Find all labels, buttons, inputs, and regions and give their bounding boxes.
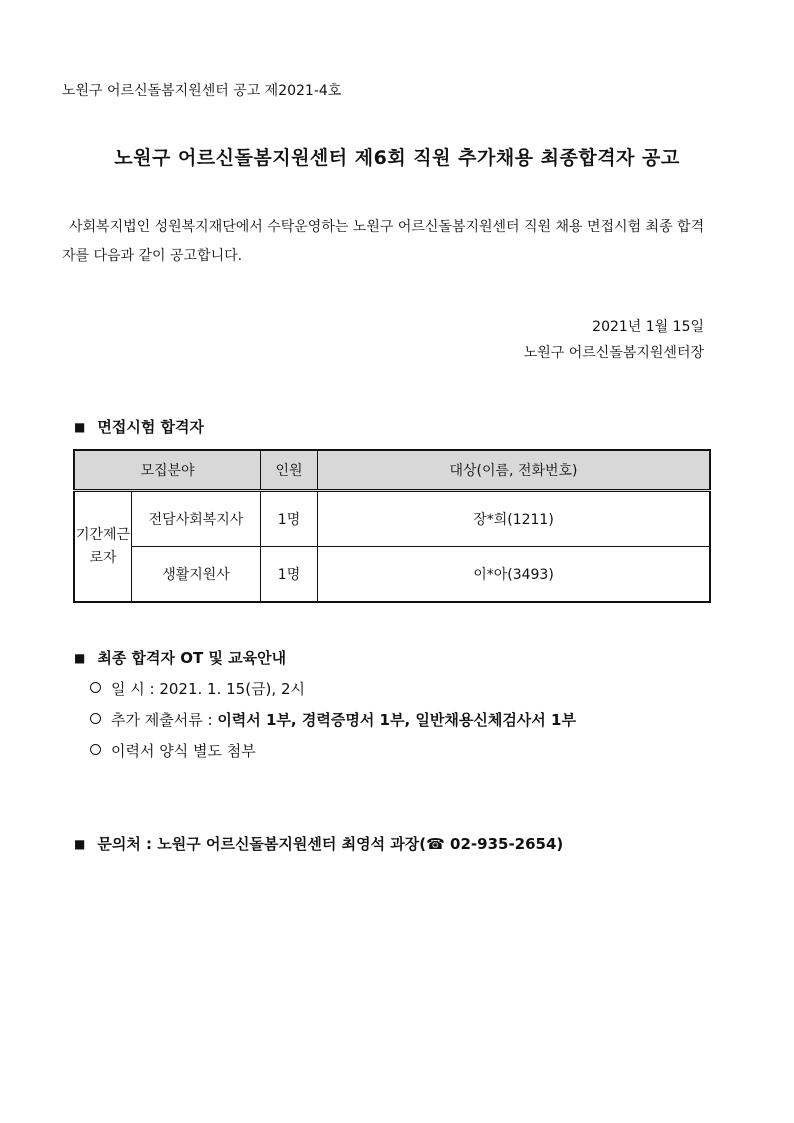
info-value: 2021. 1. 15(금), 2시 (159, 680, 305, 698)
section-heading-label: 최종 합격자 OT 및 교육안내 (97, 649, 287, 667)
circle-bullet-icon (90, 682, 101, 693)
section-interview-passers (74, 416, 204, 437)
page-title: 노원구 어르신돌봄지원센터 제6회 직원 추가채용 최종합격자 공고 (114, 147, 680, 169)
info-value: 이력서 1부, 경력증명서 1부, 일반채용신체검사서 1부 (217, 711, 576, 729)
announcement-signer: 노원구 어르신돌봄지원센터장 (523, 345, 704, 361)
info-value: 이력서 양식 별도 첨부 (111, 742, 256, 760)
table-header-row (74, 450, 710, 491)
contact-phone: 02-935-2654) (444, 835, 564, 853)
count-cell: 1명 (261, 547, 318, 603)
circle-bullet-icon (90, 713, 101, 724)
announcement-date: 2021년 1월 15일 (592, 319, 704, 335)
announcement-body: 사회복지법인 성원복지재단에서 수탁운영하는 노원구 어르신돌봄지원센터 직원 채용 면접시험 최종 합격자를 다음과 같이 공고합니다. (62, 219, 705, 264)
phone-icon: ☎ (426, 835, 445, 853)
info-documents (90, 709, 576, 730)
target-cell: 장*희(1211) (318, 491, 711, 547)
header-target: 대상(이름, 전화번호) (318, 450, 711, 491)
category-cell: 기간제근로자 (74, 491, 132, 603)
section-contact (74, 833, 563, 854)
target-cell: 이*아(3493) (318, 547, 711, 603)
role-cell: 생활지원사 (132, 547, 261, 603)
info-attachment (90, 740, 256, 761)
count-cell: 1명 (261, 491, 318, 547)
contact-label: 문의처 : (97, 835, 158, 853)
table-row (74, 491, 710, 547)
section-orientation (74, 647, 286, 668)
square-bullet-icon: ■ (74, 837, 86, 851)
square-bullet-icon: ■ (74, 420, 86, 434)
info-label: 일 시 : (111, 680, 160, 698)
info-label: 추가 제출서류 : (111, 711, 218, 729)
header-count: 인원 (261, 450, 318, 491)
header-field: 모집분야 (74, 450, 261, 491)
passers-table (73, 449, 711, 603)
document-number: 노원구 어르신돌봄지원센터 공고 제2021-4호 (62, 83, 342, 99)
contact-text: 노원구 어르신돌봄지원센터 최영석 과장( (157, 835, 427, 853)
section-heading-label: 면접시험 합격자 (97, 418, 204, 436)
info-schedule (90, 678, 305, 699)
square-bullet-icon: ■ (74, 651, 86, 665)
table-row (74, 547, 710, 603)
role-cell: 전담사회복지사 (132, 491, 261, 547)
circle-bullet-icon (90, 744, 101, 755)
